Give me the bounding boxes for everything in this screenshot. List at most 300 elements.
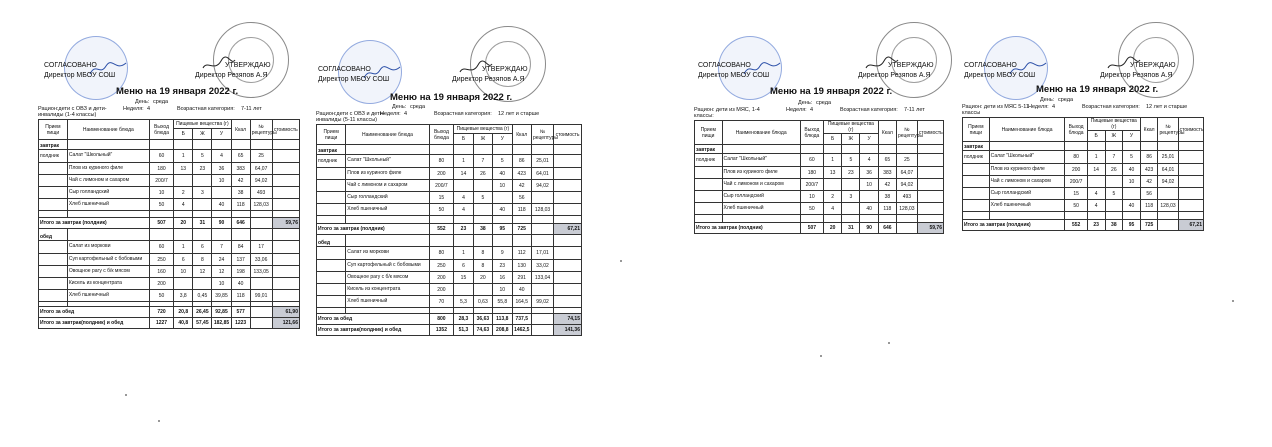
meal-cell <box>317 296 346 308</box>
empty-cell <box>493 145 512 155</box>
table-row <box>963 164 1204 176</box>
col-cost: стоимость <box>1178 118 1203 142</box>
cell-cost <box>272 163 299 175</box>
cell-u: 40 <box>493 204 512 216</box>
cell-b <box>1087 176 1105 188</box>
grand-total-cost: 141,36 <box>554 325 582 336</box>
cell-cost <box>917 203 943 215</box>
empty-cell <box>554 145 582 155</box>
cell-yield: 200/7 <box>1065 176 1087 188</box>
cell-recipe: 493 <box>896 191 917 203</box>
cell-u: 7 <box>212 241 231 254</box>
empty-cell <box>512 216 531 224</box>
cell-b <box>823 179 841 191</box>
cell-kcal: 383 <box>878 167 896 179</box>
approved-label: СОГЛАСОВАНО <box>318 66 371 73</box>
cell-zh: 3 <box>842 191 860 203</box>
table-row <box>39 199 300 211</box>
empty-cell <box>67 229 149 241</box>
age-value: 7-11 лет <box>904 107 925 113</box>
cell-b: 4 <box>823 203 841 215</box>
week-label: Неделя: <box>380 111 401 117</box>
dish-name: Салат из моркови <box>346 247 429 260</box>
total-yield: 720 <box>149 307 173 318</box>
cell-u: 10 <box>212 175 231 187</box>
grand-total-b: 51,3 <box>454 325 473 336</box>
empty-cell <box>212 140 231 150</box>
meal-cell <box>317 168 346 180</box>
total-cost: 67,21 <box>554 224 582 235</box>
grand-total-u: 208,8 <box>493 325 512 336</box>
table-row <box>39 187 300 199</box>
cell-recipe <box>531 192 553 204</box>
cell-recipe: 64,01 <box>1158 164 1178 176</box>
confirmed-label: УТВЕРЖДАЮ <box>225 62 271 69</box>
cell-yield: 50 <box>149 199 173 211</box>
cell-cost <box>554 204 582 216</box>
cell-cost <box>272 278 299 290</box>
cell-b: 15 <box>454 272 473 284</box>
empty-cell <box>878 145 896 154</box>
confirmed-label: УТВЕРЖДАЮ <box>482 66 528 73</box>
total-kcal: 725 <box>512 224 531 235</box>
cell-recipe: 25 <box>250 150 272 163</box>
cell-recipe: 94,02 <box>1158 176 1178 188</box>
grand-total-yield: 1227 <box>149 318 173 329</box>
total-u: 90 <box>860 223 878 234</box>
cell-recipe: 33,02 <box>531 260 553 272</box>
total-cost: 59,76 <box>272 218 299 229</box>
meal-cell <box>39 278 68 290</box>
dish-name: Чай с лимоном и сахаром <box>346 180 429 192</box>
col-protein: Б <box>823 134 841 145</box>
empty-cell <box>493 216 512 224</box>
cell-zh <box>842 179 860 191</box>
total-b: 20 <box>174 218 193 229</box>
cell-u: 5 <box>1123 151 1141 164</box>
empty-cell <box>1123 142 1141 151</box>
approved-by: Директор МБОУ СОШ <box>698 72 770 79</box>
col-protein: Б <box>454 134 473 145</box>
cell-cost <box>917 179 943 191</box>
cell-recipe: 25 <box>896 154 917 167</box>
meal-cell <box>317 284 346 296</box>
empty-cell <box>212 229 231 241</box>
col-kcal: Ккал <box>878 121 896 145</box>
empty-cell <box>250 229 272 241</box>
empty-cell <box>149 211 173 218</box>
cell-kcal: 423 <box>512 168 531 180</box>
total-label: Итого за завтрак (полдник) <box>695 223 801 234</box>
col-yield: Выход блюда <box>149 120 173 140</box>
section-name: обед <box>39 229 68 241</box>
empty-cell <box>1123 212 1141 220</box>
total-yield: 800 <box>429 314 454 325</box>
empty-cell <box>917 215 943 223</box>
dish-name: Кисель из концентрата <box>67 278 149 290</box>
grand-total-yield: 1352 <box>429 325 454 336</box>
meal-cell <box>39 290 68 302</box>
col-meal: Прием пищи <box>317 125 346 145</box>
meal-cell <box>317 247 346 260</box>
col-dish: Наименование блюда <box>346 125 429 145</box>
table-row <box>39 266 300 278</box>
dish-name: Хлеб пшеничный <box>722 203 800 215</box>
cell-recipe: 99,02 <box>531 296 553 308</box>
col-yield: Выход блюда <box>1065 118 1087 142</box>
col-carbs: У <box>493 134 512 145</box>
empty-cell <box>989 142 1065 151</box>
cell-zh: 6 <box>193 241 212 254</box>
section-row <box>39 229 300 241</box>
cell-zh: 26 <box>473 168 492 180</box>
total-label: Итого за завтрак (полдник) <box>317 224 430 235</box>
empty-cell <box>231 211 250 218</box>
total-yield: 552 <box>429 224 454 235</box>
total-recipe <box>250 307 272 318</box>
col-carbs: У <box>1123 131 1141 142</box>
week-value: 4 <box>147 106 151 112</box>
week-label: Неделя: <box>123 106 144 112</box>
table-row <box>39 150 300 163</box>
cell-cost <box>554 168 582 180</box>
day-label: День: <box>798 100 813 106</box>
cell-zh: 0,45 <box>193 290 212 302</box>
empty-cell <box>512 145 531 155</box>
total-kcal: 646 <box>878 223 896 234</box>
cell-zh <box>473 204 492 216</box>
empty-cell <box>212 211 231 218</box>
empty-cell <box>193 229 212 241</box>
cell-yield: 80 <box>1065 151 1087 164</box>
cell-b: 4 <box>1087 200 1105 212</box>
empty-cell <box>429 235 454 247</box>
dish-name: Чай с лимоном и сахаром <box>722 179 800 191</box>
empty-cell <box>149 229 173 241</box>
meal-cell <box>317 272 346 284</box>
day-value: среда <box>1058 97 1074 103</box>
dish-name: Сыр голландский <box>989 188 1065 200</box>
cell-zh <box>193 175 212 187</box>
empty-cell <box>722 145 800 154</box>
empty-cell <box>842 215 860 223</box>
age-label: Возрастная категория: <box>177 106 235 112</box>
cell-recipe: 25,01 <box>531 155 553 168</box>
page-title: Меню на 19 января 2022 г. <box>770 86 893 97</box>
table-row <box>695 179 944 191</box>
cell-cost <box>1178 151 1203 164</box>
col-cost: стоимость <box>554 125 582 145</box>
approved-by: Директор МБОУ СОШ <box>964 72 1036 79</box>
confirmed-label: УТВЕРЖДАЮ <box>888 62 934 69</box>
cell-recipe: 128,03 <box>531 204 553 216</box>
menu-table <box>694 120 944 234</box>
empty-cell <box>860 145 878 154</box>
cell-zh: 7 <box>473 155 492 168</box>
empty-cell <box>346 216 429 224</box>
total-zh: 36,63 <box>473 314 492 325</box>
cell-u: 36 <box>212 163 231 175</box>
cell-zh: 5 <box>193 150 212 163</box>
cell-kcal: 65 <box>231 150 250 163</box>
meal-cell <box>317 260 346 272</box>
meal-cell <box>39 241 68 254</box>
cell-b: 13 <box>823 167 841 179</box>
grand-total-cost: 121,66 <box>272 318 299 329</box>
table-row <box>39 278 300 290</box>
cell-recipe: 64,07 <box>250 163 272 175</box>
empty-cell <box>531 235 553 247</box>
meal-cell <box>39 187 68 199</box>
ration-label: Рацион:дети с ОВЗ и дети-инвалиды (1-4 классы) <box>38 106 107 118</box>
week-value: 4 <box>1052 104 1056 110</box>
cell-u: 16 <box>493 272 512 284</box>
cell-cost <box>554 180 582 192</box>
table-row <box>39 254 300 266</box>
day-value: среда <box>816 100 832 106</box>
cell-b: 6 <box>454 260 473 272</box>
dish-name: Салат "Школьный" <box>722 154 800 167</box>
cell-recipe: 17 <box>250 241 272 254</box>
total-zh: 26,45 <box>193 307 212 318</box>
ration-label: Рацион:дети с ОВЗ и дети-инвалиды (5-11 классы) <box>316 111 385 123</box>
dish-name: Кисель из концентрата <box>346 284 429 296</box>
section-name: завтрак <box>39 140 68 150</box>
cell-yield: 80 <box>429 247 454 260</box>
cell-u: 10 <box>493 284 512 296</box>
cell-cost <box>272 175 299 187</box>
total-label: Итого за завтрак (полдник) <box>963 220 1065 231</box>
cell-u <box>212 187 231 199</box>
section-row <box>317 145 582 155</box>
empty-cell <box>39 211 68 218</box>
total-zh: 38 <box>1105 220 1123 231</box>
table-row <box>317 247 582 260</box>
age-label: Возрастная категория: <box>434 111 492 117</box>
cell-u: 10 <box>493 180 512 192</box>
empty-cell <box>896 215 917 223</box>
cell-cost <box>1178 176 1203 188</box>
dish-name: Хлеб пшеничный <box>346 204 429 216</box>
col-dish: Наименование блюда <box>989 118 1065 142</box>
table-row <box>39 290 300 302</box>
table-row <box>317 204 582 216</box>
week-value: 4 <box>810 107 814 113</box>
scan-dot-icon <box>620 260 622 262</box>
empty-cell <box>842 145 860 154</box>
empty-cell <box>174 229 193 241</box>
meal-sub-label: полдник <box>695 154 723 167</box>
cell-cost <box>554 247 582 260</box>
cell-u: 9 <box>493 247 512 260</box>
grand-total-label: Итого за завтрак(полдник) и обед <box>317 325 430 336</box>
empty-cell <box>346 145 429 155</box>
total-cost: 67,21 <box>1178 220 1203 231</box>
week-value: 4 <box>404 111 408 117</box>
cell-cost <box>554 284 582 296</box>
col-nutrients: Пищевые вещества (г) <box>823 121 878 134</box>
dish-name: Чай с лимоном и сахаром <box>67 175 149 187</box>
total-row <box>39 307 300 318</box>
col-dish: Наименование блюда <box>722 121 800 145</box>
total-kcal: 737,5 <box>512 314 531 325</box>
cell-b: 2 <box>174 187 193 199</box>
cell-kcal: 56 <box>512 192 531 204</box>
empty-cell <box>231 140 250 150</box>
cell-cost <box>554 260 582 272</box>
age-value: 12 лет и старше <box>498 111 540 117</box>
confirmed-by: Директор Резяпов А.Я <box>195 72 268 79</box>
cell-yield: 200/7 <box>800 179 823 191</box>
ration-label: Рацион: дети из МЯС, 1-4 классы: <box>694 107 760 119</box>
day-value: среда <box>153 99 169 105</box>
approved-label: СОГЛАСОВАНО <box>44 62 97 69</box>
dish-name: Хлеб пшеничный <box>346 296 429 308</box>
cell-yield: 200 <box>429 284 454 296</box>
col-fat: Ж <box>842 134 860 145</box>
col-nutrients: Пищевые вещества (г) <box>454 125 512 134</box>
cell-yield: 160 <box>149 266 173 278</box>
cell-kcal: 42 <box>512 180 531 192</box>
cell-recipe: 128,03 <box>1158 200 1178 212</box>
cell-yield: 70 <box>429 296 454 308</box>
meal-cell <box>695 191 723 203</box>
total-label: Итого за обед <box>39 307 150 318</box>
meal-cell <box>39 254 68 266</box>
meal-sub-label: полдник <box>317 155 346 168</box>
col-meal: Прием пищи <box>963 118 990 142</box>
grand-total-kcal: 1462,5 <box>512 325 531 336</box>
cell-yield: 50 <box>149 290 173 302</box>
cell-recipe: 133,04 <box>531 272 553 284</box>
age-label: Возрастная категория: <box>1082 104 1140 110</box>
cell-recipe <box>250 278 272 290</box>
col-nutrients: Пищевые вещества (г) <box>1087 118 1140 131</box>
grand-total-zh: 57,45 <box>193 318 212 329</box>
cell-recipe: 64,01 <box>531 168 553 180</box>
empty-cell <box>429 145 454 155</box>
total-yield: 507 <box>800 223 823 234</box>
cell-yield: 200 <box>429 168 454 180</box>
cell-yield: 80 <box>429 155 454 168</box>
cell-recipe: 99,01 <box>250 290 272 302</box>
age-value: 12 лет и старше <box>1146 104 1188 110</box>
meal-cell <box>695 167 723 179</box>
cell-zh: 8 <box>473 247 492 260</box>
empty-cell <box>149 140 173 150</box>
spacer-row <box>695 215 944 223</box>
dish-name: Плов из куриного филе <box>346 168 429 180</box>
grand-total-recipe <box>531 325 553 336</box>
section-row <box>317 235 582 247</box>
cell-yield: 180 <box>149 163 173 175</box>
page-title: Меню на 19 января 2022 г. <box>390 92 513 103</box>
dish-name: Суп картофельный с бобовыми <box>67 254 149 266</box>
cell-u: 40 <box>493 168 512 180</box>
menu-table <box>962 117 1204 231</box>
approved-by: Директор МБОУ СОШ <box>44 72 116 79</box>
table-row <box>317 168 582 180</box>
cell-yield: 15 <box>1065 188 1087 200</box>
empty-cell <box>250 140 272 150</box>
cell-b: 4 <box>1087 188 1105 200</box>
cell-kcal: 118 <box>1140 200 1158 212</box>
cell-cost <box>554 155 582 168</box>
dish-name: Плов из куриного филе <box>722 167 800 179</box>
empty-cell <box>454 216 473 224</box>
cell-u: 23 <box>493 260 512 272</box>
section-row <box>39 140 300 150</box>
table-row <box>39 163 300 175</box>
meal-cell <box>39 199 68 211</box>
menu-sheet-3 <box>640 0 960 447</box>
menu-sheet-4 <box>960 0 1272 447</box>
cell-u: 4 <box>212 150 231 163</box>
meal-cell <box>963 176 990 188</box>
total-b: 20 <box>823 223 841 234</box>
cell-cost <box>1178 188 1203 200</box>
grand-total-zh: 74,63 <box>473 325 492 336</box>
dish-name: Овощное рагу с б/к мясом <box>67 266 149 278</box>
cell-zh: 12 <box>193 266 212 278</box>
cell-recipe: 94,02 <box>531 180 553 192</box>
cell-yield: 250 <box>149 254 173 266</box>
cell-zh: 5 <box>842 154 860 167</box>
cell-yield: 15 <box>429 192 454 204</box>
cell-kcal: 423 <box>1140 164 1158 176</box>
table-row <box>39 175 300 187</box>
cell-yield: 60 <box>149 150 173 163</box>
week-label: Неделя: <box>1028 104 1049 110</box>
dish-name: Хлеб пшеничный <box>989 200 1065 212</box>
empty-cell <box>531 145 553 155</box>
col-yield: Выход блюда <box>800 121 823 145</box>
cell-zh <box>1105 176 1123 188</box>
section-name: завтрак <box>317 145 346 155</box>
total-recipe <box>1158 220 1178 231</box>
col-cost: стоимость <box>272 120 299 140</box>
cell-u: 24 <box>212 254 231 266</box>
cell-zh: 26 <box>1105 164 1123 176</box>
cell-kcal: 383 <box>231 163 250 175</box>
cell-kcal: 42 <box>231 175 250 187</box>
cell-recipe: 133,05 <box>250 266 272 278</box>
meal-cell <box>695 203 723 215</box>
empty-cell <box>473 145 492 155</box>
cell-kcal: 56 <box>1140 188 1158 200</box>
empty-cell <box>989 212 1065 220</box>
section-name: обед <box>317 235 346 247</box>
empty-cell <box>963 212 990 220</box>
cell-kcal: 42 <box>1140 176 1158 188</box>
meal-cell <box>39 266 68 278</box>
total-row <box>963 220 1204 231</box>
col-nutrients: Пищевые вещества (г) <box>174 120 231 129</box>
week-label: Неделя: <box>786 107 807 113</box>
meal-cell <box>317 192 346 204</box>
confirmed-label: УТВЕРЖДАЮ <box>1130 62 1176 69</box>
cell-zh <box>193 199 212 211</box>
total-label: Итого за обед <box>317 314 430 325</box>
cell-kcal: 86 <box>1140 151 1158 164</box>
dish-name: Сыр голландский <box>722 191 800 203</box>
cell-recipe <box>531 284 553 296</box>
empty-cell <box>512 235 531 247</box>
dish-name: Салат из моркови <box>67 241 149 254</box>
table-row <box>317 180 582 192</box>
cell-b: 1 <box>454 155 473 168</box>
cell-u: 10 <box>212 278 231 290</box>
